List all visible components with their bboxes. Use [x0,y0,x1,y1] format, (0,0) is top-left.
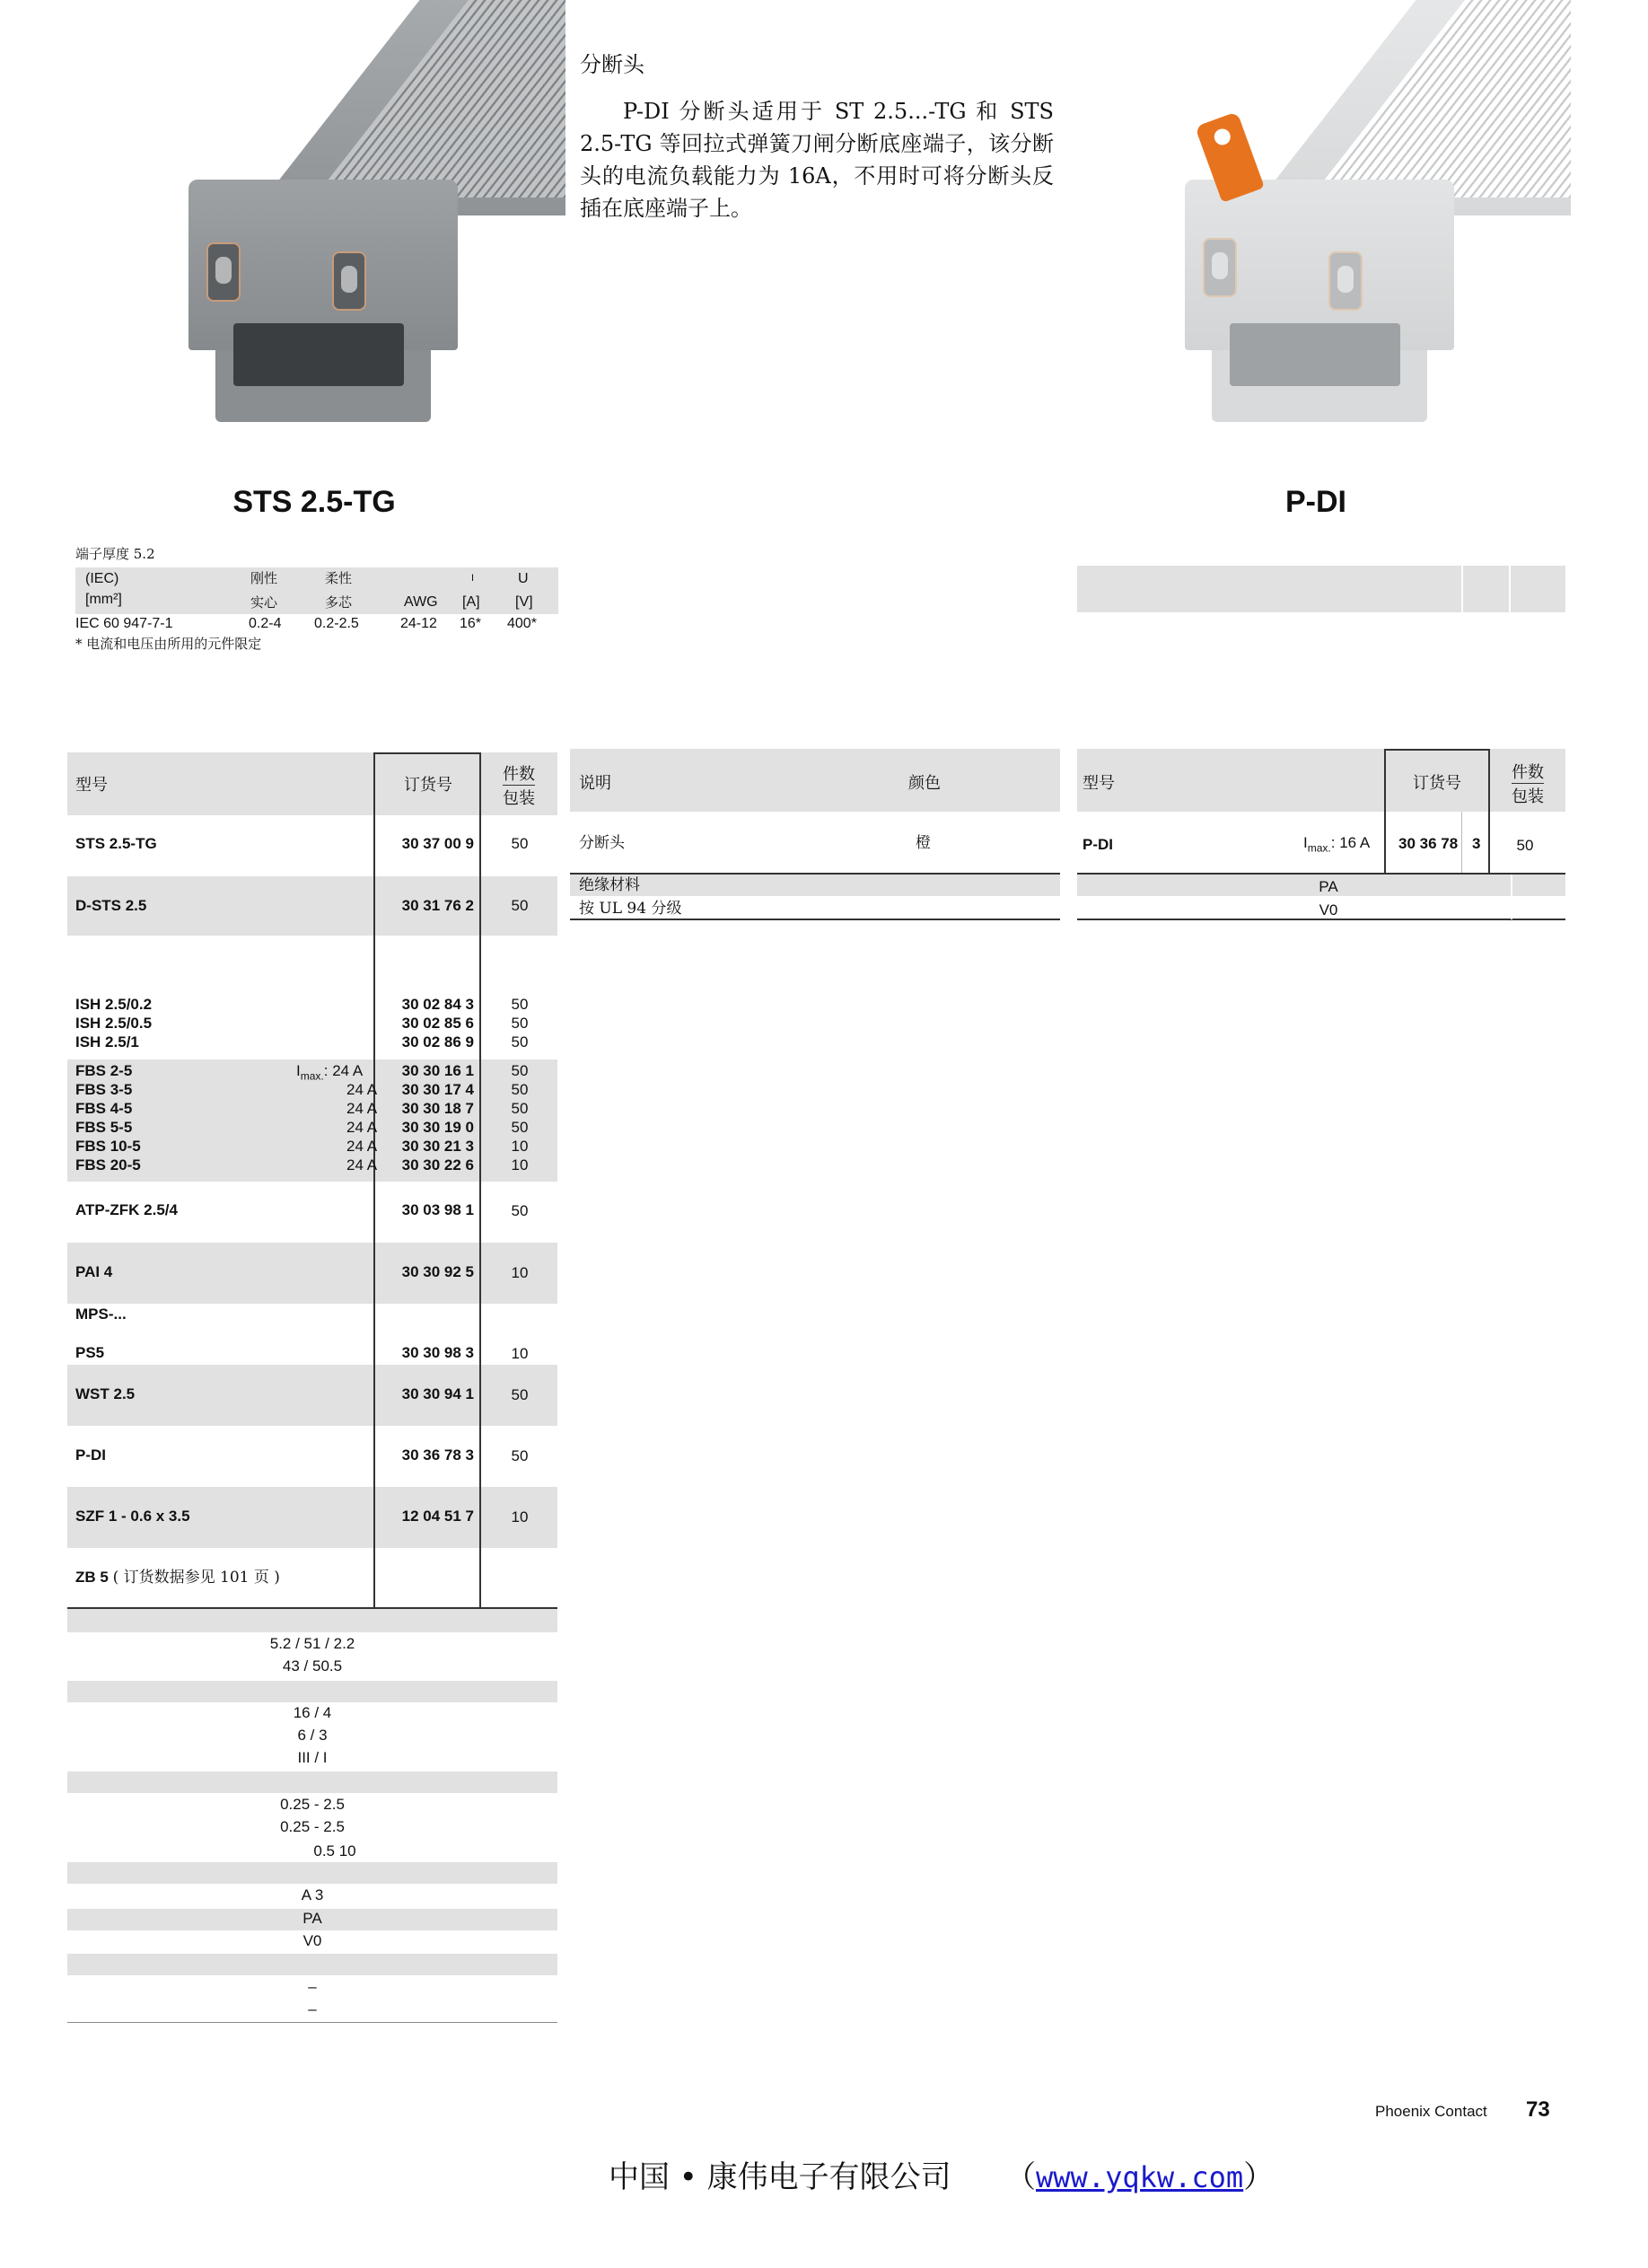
right-header-model: 型号 [1083,774,1115,793]
tech-g3-1: 0.25 - 2.5 [280,1796,345,1813]
spec-i-unit: [A] [462,594,480,610]
fbs-order-5: 30 30 21 3 [401,1138,474,1155]
row-wst-qty: 50 [511,1386,529,1403]
row-dsts-qty: 50 [511,897,529,914]
spec-i-label: I [471,573,475,584]
left-product-title: STS 2.5-TG [232,485,396,519]
row-mps-model: MPS-... [75,1305,127,1323]
description-heading: 分断头 [580,52,644,77]
mid-header-color: 颜色 [908,774,941,793]
fbs-model-6: FBS 20-5 [75,1156,141,1174]
row-atp-model: ATP-ZFK 2.5/4 [75,1201,178,1218]
spec-u-label: U [518,571,529,586]
right-row-qty: 50 [1516,837,1534,854]
right-header-qty-bottom: 包装 [1512,783,1544,807]
tech-g2-3: III / I [297,1749,328,1766]
terminal-thickness: 端子厚度 5.2 [75,546,155,562]
spec-flex-sub: 多芯 [325,594,353,611]
row-zb: ZB 5 ( 订货数据参见 101 页 ) [75,1569,280,1587]
spec-header-band [75,567,558,614]
tech-g5-1: – [308,1978,317,1995]
row-sts-order: 30 37 00 9 [401,835,474,852]
row-ps5-model: PS5 [75,1344,105,1361]
spec-note: * 电流和电压由所用的元件限定 [75,636,262,652]
right-insulation-value: PA [1319,878,1338,895]
fbs-qty-6: 10 [511,1156,529,1174]
tech-g4-1: A 3 [301,1886,324,1903]
tech-g4-3: V0 [302,1932,322,1949]
row-szf-model: SZF 1 - 0.6 x 3.5 [75,1508,190,1525]
spec-awg-val: 24-12 [400,616,437,631]
ish-order-2: 30 02 85 6 [401,1015,474,1032]
fbs-current-2: 24 A [346,1081,378,1098]
row-szf-order: 12 04 51 7 [401,1508,474,1525]
spec-rigid: 刚性 [250,570,278,586]
left-header-model: 型号 [75,776,108,795]
fbs-qty-1: 50 [511,1062,529,1079]
fbs-current-3: 24 A [346,1100,378,1117]
row-pai-order: 30 30 92 5 [401,1263,474,1280]
spec-flex: 柔性 [325,570,353,586]
right-row-imax: $I_{max.}$: 16 A [1303,834,1371,855]
right-spec-band [1077,566,1565,612]
mid-insulation-label: 绝缘材料 [579,876,640,894]
fbs-model-2: FBS 3-5 [75,1081,133,1098]
spec-i-val: 16* [460,616,482,631]
fbs-current-5: 24 A [346,1138,378,1155]
left-header-qty-bottom: 包装 [503,785,535,809]
tech-g2-1: 16 / 4 [293,1704,332,1721]
mid-ul-label: 按 UL 94 分级 [579,900,682,918]
footer-brand: Phoenix Contact [1375,2103,1487,2120]
row-szf-qty: 10 [511,1508,529,1525]
right-row-order-check: 3 [1472,835,1481,852]
footer-page-number: 73 [1526,2097,1550,2122]
ish-model-3: ISH 2.5/1 [75,1033,139,1050]
right-header-order: 订货号 [1413,774,1461,793]
tech-g3-3: 0.5 10 [313,1842,356,1859]
fbs-imax: $I_{max.}$: 24 A [296,1062,364,1083]
ish-qty-1: 50 [511,996,529,1013]
tech-g1-1: 5.2 / 51 / 2.2 [269,1635,355,1652]
row-sts-qty: 50 [511,835,529,852]
fbs-order-1: 30 30 16 1 [401,1062,474,1079]
tech-g3-2: 0.25 - 2.5 [280,1818,345,1835]
ish-qty-3: 50 [511,1033,529,1050]
right-row-model: P-DI [1083,836,1113,853]
tech-g5-2: – [308,2000,317,2017]
spec-u-val: 400* [507,616,537,631]
fbs-qty-2: 50 [511,1081,529,1098]
row-pdi-qty: 50 [511,1447,529,1464]
row-pai-qty: 10 [511,1264,529,1281]
fbs-order-3: 30 30 18 7 [401,1100,474,1117]
spec-iec: (IEC) [85,571,119,586]
spec-u-unit: [V] [515,594,533,610]
spec-flex-val: 0.2-2.5 [314,616,359,631]
footer-website-link[interactable]: www.yqkw.com [1036,2160,1244,2194]
right-product-title: P-DI [1285,485,1346,519]
row-pai-model: PAI 4 [75,1263,113,1280]
footer-link-wrapper: （www.yqkw.com） [1005,2159,1275,2195]
row-ps5-order: 30 30 98 3 [401,1344,474,1361]
fbs-qty-5: 10 [511,1138,529,1155]
fbs-model-5: FBS 10-5 [75,1138,141,1155]
fbs-current-6: 24 A [346,1156,378,1174]
fbs-model-4: FBS 5-5 [75,1119,133,1136]
left-header-order: 订货号 [404,776,452,795]
fbs-model-1: FBS 2-5 [75,1062,133,1079]
spec-rigid-sub: 实心 [250,594,278,611]
fbs-qty-3: 50 [511,1100,529,1117]
fbs-order-6: 30 30 22 6 [401,1156,474,1174]
row-atp-qty: 50 [511,1202,529,1219]
fbs-order-2: 30 30 17 4 [401,1081,474,1098]
ish-qty-2: 50 [511,1015,529,1032]
pdi-terminal-image [1149,0,1571,422]
row-pdi-model: P-DI [75,1446,106,1464]
tech-g4-2: PA [302,1910,322,1927]
spec-standard: IEC 60 947-7-1 [75,616,173,631]
mid-header-desc: 说明 [579,774,611,793]
ish-model-2: ISH 2.5/0.5 [75,1015,153,1032]
row-ps5-qty: 10 [511,1345,529,1362]
fbs-model-3: FBS 4-5 [75,1100,133,1117]
row-pdi-order: 30 36 78 3 [401,1446,474,1464]
ish-model-1: ISH 2.5/0.2 [75,996,153,1013]
spec-rigid-val: 0.2-4 [249,616,282,631]
row-wst-order: 30 30 94 1 [401,1385,474,1402]
description-body: P-DI 分断头适用于 ST 2.5...-TG 和 STS 2.5-TG 等回拉式弹簧刀闸分断底座端子，该分断头的电流负载能力为 16A，不用时可将分断头反插在底座端子上。 [580,99,1054,221]
fbs-order-4: 30 30 19 0 [401,1119,474,1136]
right-row-order: 30 36 78 [1398,835,1459,852]
row-dsts-order: 30 31 76 2 [401,897,474,914]
mid-row-desc: 分断头 [579,834,625,852]
right-header-qty-top: 件数 [1512,763,1544,782]
fbs-qty-4: 50 [511,1119,529,1136]
mid-row-color: 橙 [916,834,931,852]
tech-g2-2: 6 / 3 [297,1727,328,1744]
spec-awg: AWG [404,594,438,610]
footer-company: 中国 • 康伟电子有限公司 [609,2159,951,2195]
ish-order-1: 30 02 84 3 [401,996,474,1013]
sts-terminal-image [153,0,565,422]
ish-order-3: 30 02 86 9 [401,1033,474,1050]
row-dsts-model: D-STS 2.5 [75,897,147,914]
row-sts-model: STS 2.5-TG [75,835,157,852]
spec-mm2: [mm²] [85,592,122,607]
left-header-qty-top: 件数 [503,765,535,784]
row-atp-order: 30 03 98 1 [401,1201,474,1218]
row-wst-model: WST 2.5 [75,1385,136,1402]
right-ul-value: V0 [1319,901,1338,919]
tech-g1-2: 43 / 50.5 [282,1657,343,1675]
fbs-current-4: 24 A [346,1119,378,1136]
